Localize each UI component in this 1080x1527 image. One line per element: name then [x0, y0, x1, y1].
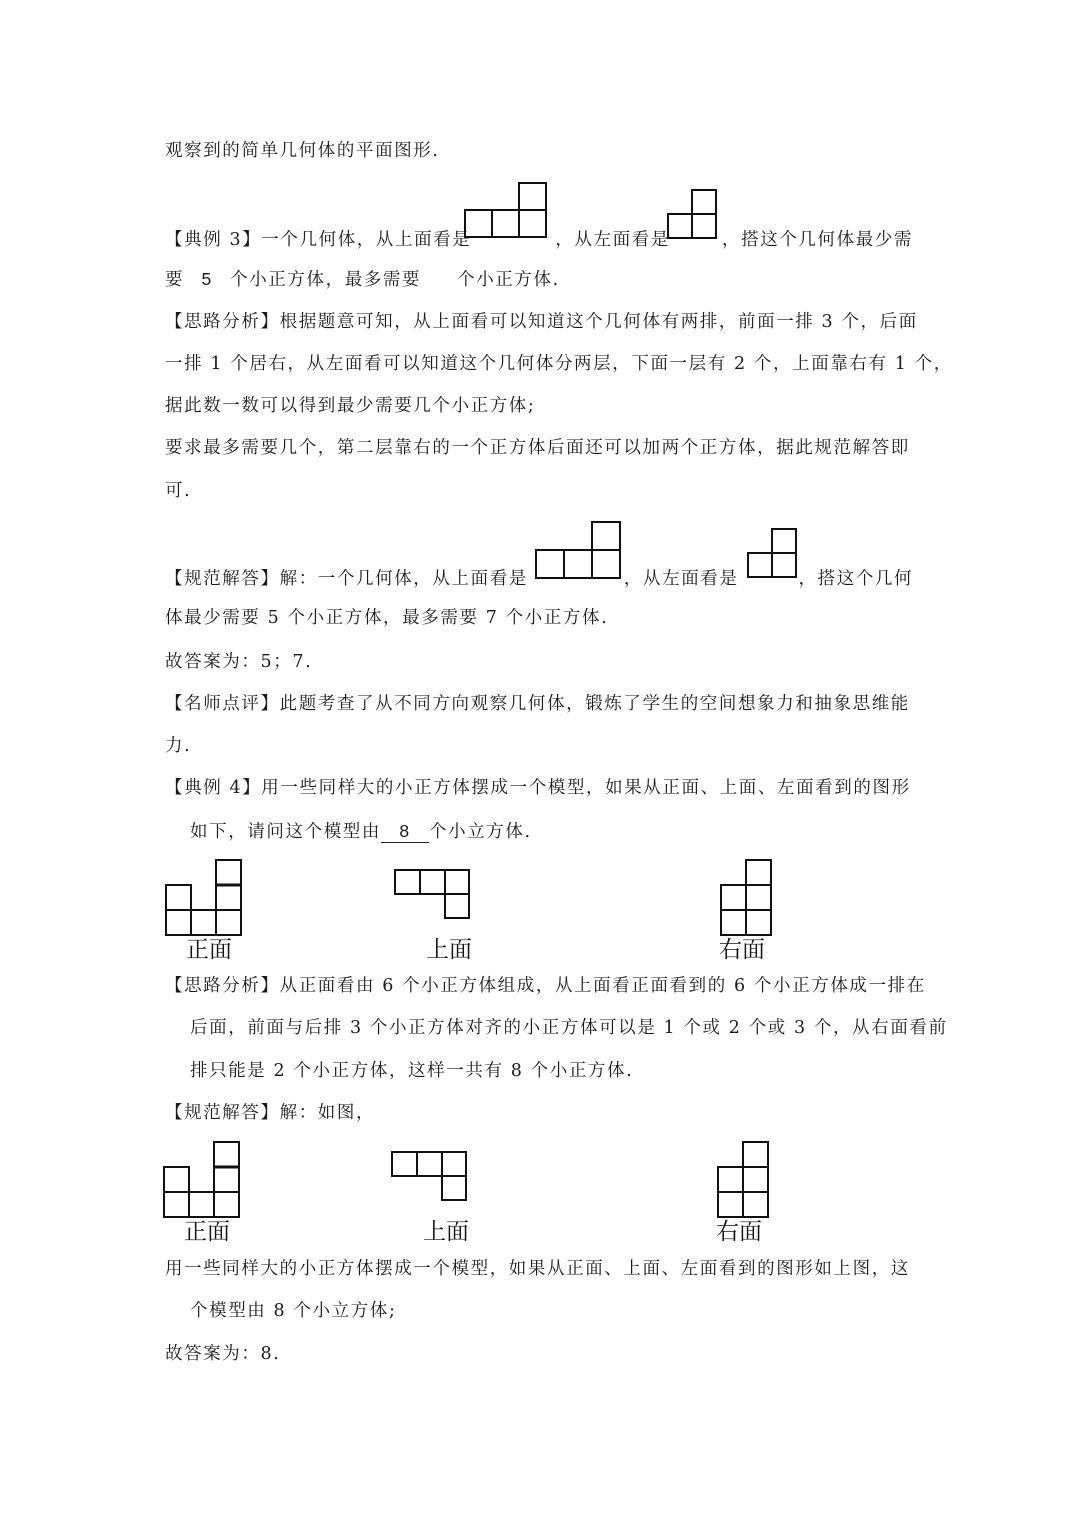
ex4-conclusion-line2: 个模型由 8 个小立方体; — [190, 1301, 397, 1321]
ex3-comment-line2: 力. — [165, 736, 192, 756]
ex3-q2b: 个小正方体，最多需要 — [230, 270, 422, 290]
ex4-q2a: 如下，请问这个模型由 — [190, 822, 381, 842]
ex4-solution-front-view — [162, 1140, 242, 1245]
ex3-q1b: ，从左面看是 — [555, 230, 671, 250]
ex4-right-view — [719, 858, 779, 963]
ex4-q2b: 个小立方体. — [429, 822, 532, 842]
ex3-analysis-line5: 可. — [165, 481, 192, 501]
ex4-top-view — [393, 868, 483, 963]
ex3-analysis-line2: 一排 1 个居右，从左面看可以知道这个几何体分两层，下面一层有 2 个，上面靠右有 1 个， — [165, 354, 953, 374]
ex4-analysis-line2: 后面，前面与后排 3 个小正方体对齐的小正方体可以是 1 个或 2 个或 3 个，从右面看前 — [190, 1018, 948, 1038]
ex3-q1a: 【典例 3】一个几何体，从上面看是 — [165, 230, 472, 250]
ex3-question-line2 — [165, 268, 560, 291]
ex4-front-label: 正面 — [186, 937, 232, 963]
ex4-conclusion-line1: 用一些同样大的小正方体摆成一个模型，如果从正面、上面、左面看到的图形如上图，这 — [165, 1259, 910, 1279]
ex4-solution-line1: 【规范解答】解：如图， — [165, 1103, 376, 1123]
ex4-solution-top-label: 上面 — [423, 1219, 469, 1245]
ex4-solution-right-view — [716, 1140, 776, 1245]
ex3-comment-line1: 【名师点评】此题考查了从不同方向观察几何体，锻炼了学生的空间想象力和抽象思维能 — [165, 694, 910, 714]
intro-text: 观察到的简单几何体的平面图形. — [165, 141, 440, 161]
ex3-solution-line2: 体最少需要 5 个小正方体，最多需要 7 个小正方体. — [165, 608, 609, 628]
ex4-question-line2 — [190, 820, 532, 843]
ex3-sol1a: 【规范解答】解：一个几何体，从上面看是 — [165, 569, 528, 589]
ex3-analysis-line1: 【思路分析】根据题意可知，从上面看可以知道这个几何体有两排，前面一排 3 个，后面 — [165, 312, 918, 332]
ex3-q2a: 要 — [165, 270, 185, 290]
ex3-left-view-figure — [667, 188, 719, 240]
ex3-answer-min: 5 — [201, 269, 213, 289]
ex4-analysis-line3: 排只能是 2 个小正方体，这样一共有 8 个小正方体. — [190, 1061, 634, 1081]
ex3-analysis-line3: 据此数一数可以得到最少需要几个小正方体; — [165, 396, 536, 416]
ex4-question-line1: 【典例 4】用一些同样大的小正方体摆成一个模型，如果从正面、上面、左面看到的图形 — [165, 778, 911, 798]
ex3-analysis-line4: 要求最多需要几个，第二层靠右的一个正方体后面还可以加两个正方体，据此规范解答即 — [165, 438, 910, 458]
ex3-sol1b: ，从左面看是 — [623, 569, 739, 589]
ex4-right-label: 右面 — [719, 937, 765, 963]
ex3-q1c: ，搭这个几何体最少需 — [722, 230, 914, 250]
ex3-sol1c: ，搭这个几何 — [798, 569, 914, 589]
ex3-top-view-figure — [464, 181, 548, 239]
ex3-q2c: 个小正方体. — [457, 270, 560, 290]
ex4-answer-blank: 8 — [381, 820, 429, 843]
ex4-front-view — [164, 858, 244, 963]
ex3-solution-top-view-figure — [535, 520, 621, 580]
ex4-final-answer: 故答案为：8. — [165, 1344, 281, 1364]
ex3-solution-left-view-figure — [747, 527, 799, 579]
ex4-top-label: 上面 — [426, 937, 472, 963]
ex4-solution-right-label: 右面 — [716, 1219, 762, 1245]
ex3-answer-line: 故答案为：5；7. — [165, 652, 313, 672]
ex4-solution-top-view — [390, 1150, 480, 1245]
ex4-analysis-line1: 【思路分析】从正面看由 6 个小正方体组成，从上面看正面看到的 6 个小正方体成一排在 — [165, 976, 926, 996]
ex4-solution-front-label: 正面 — [184, 1219, 230, 1245]
